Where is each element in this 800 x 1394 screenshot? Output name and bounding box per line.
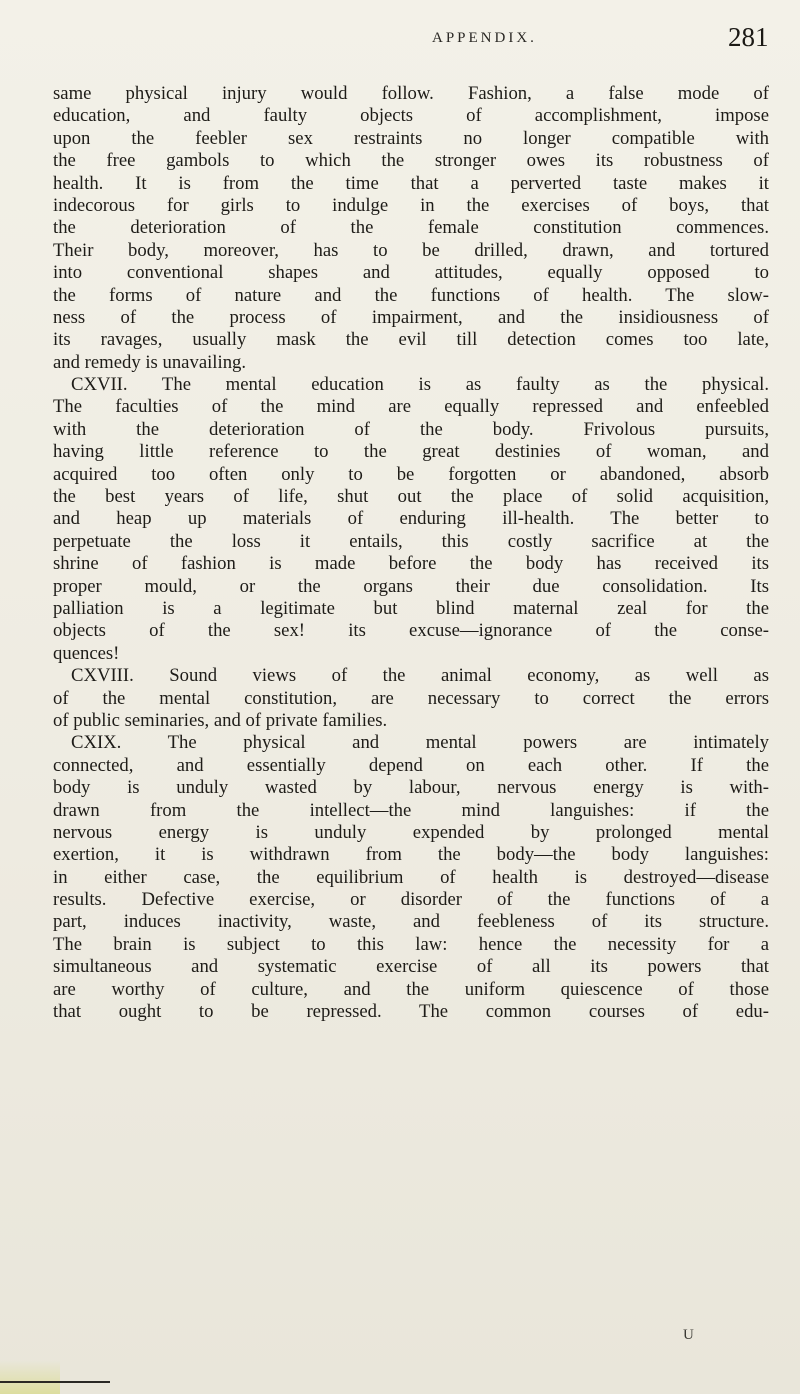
text-line: education, and faulty objects of accomplishment, impose [53, 105, 769, 127]
text-line: perpetuate the loss it entails, this costly sacrifice at the [53, 530, 769, 552]
paragraph-start-cxviii: CXVIII. Sound views of the animal economy, as well as [71, 665, 769, 687]
text-line: into conventional shapes and attitudes, equally opposed to [53, 262, 769, 284]
paragraph-start-cxix: CXIX. The physical and mental powers are intimately [71, 732, 769, 754]
text-line: objects of the sex! its excuse—ignorance of the conse- [53, 620, 769, 642]
paragraph-end-line: quences! [53, 642, 120, 664]
paragraph-start-cxvii: CXVII. The mental education is as faulty as the physical. [71, 374, 769, 396]
text-line: part, induces inactivity, waste, and feebleness of its structure. [53, 911, 769, 933]
text-line: having little reference to the great destinies of woman, and [53, 441, 769, 463]
text-line: same physical injury would follow. Fashion, a false mode of [53, 83, 769, 104]
catchword: U [683, 1327, 694, 1343]
page-header [0, 22, 800, 62]
paragraph-end-line: of public seminaries, and of private families. [53, 709, 388, 731]
text-line: ness of the process of impairment, and the insidiousness of [53, 306, 769, 328]
text-line: its ravages, usually mask the evil till detection comes too late, [53, 329, 769, 351]
text-line: drawn from the intellect—the mind languishes: if the [53, 799, 769, 821]
text-line: the best years of life, shut out the place of solid acquisition, [53, 486, 769, 508]
text-line: in either case, the equilibrium of health is destroyed—disease [53, 866, 769, 888]
text-line: The brain is subject to this law: hence the necessity for a [53, 933, 769, 955]
text-line: results. Defective exercise, or disorder of the functions of a [53, 889, 769, 911]
text-line: the deterioration of the female constitution commences. [53, 217, 769, 239]
text-line: connected, and essentially depend on each other. If the [53, 754, 769, 776]
text-line: indecorous for girls to indulge in the exercises of boys, that [53, 194, 769, 216]
page-corner-discoloration [0, 1360, 60, 1394]
running-head: APPENDIX. [432, 30, 537, 46]
text-line: the forms of nature and the functions of health. The slow- [53, 284, 769, 306]
text-line: upon the feebler sex restraints no longer compatible with [53, 127, 769, 149]
paragraph-end-line: and remedy is unavailing. [53, 351, 247, 373]
text-line: acquired too often only to be forgotten or abandoned, absorb [53, 463, 769, 485]
text-line: Their body, moreover, has to be drilled, drawn, and tortured [53, 239, 769, 261]
text-line: exertion, it is withdrawn from the body—the body languishes: [53, 844, 769, 866]
text-line: and heap up materials of enduring ill-health. The better to [53, 508, 769, 530]
page-number: 281 [728, 22, 769, 52]
body-text [53, 83, 769, 1023]
text-line: palliation is a legitimate but blind maternal zeal for the [53, 597, 769, 619]
text-line: with the deterioration of the body. Frivolous pursuits, [53, 418, 769, 440]
text-line: shrine of fashion is made before the body has received its [53, 553, 769, 575]
text-line: nervous energy is unduly expended by prolonged mental [53, 821, 769, 843]
text-line: that ought to be repressed. The common courses of edu- [53, 1001, 769, 1023]
text-line: the free gambols to which the stronger owes its robustness of [53, 150, 769, 172]
text-line: are worthy of culture, and the uniform quiescence of those [53, 978, 769, 1000]
text-line: The faculties of the mind are equally repressed and enfeebled [53, 396, 769, 418]
text-line: body is unduly wasted by labour, nervous energy is with- [53, 777, 769, 799]
text-line: proper mould, or the organs their due consolidation. Its [53, 575, 769, 597]
text-line: simultaneous and systematic exercise of all its powers that [53, 956, 769, 978]
bottom-left-rule [0, 1381, 110, 1383]
text-line: of the mental constitution, are necessary to correct the errors [53, 687, 769, 709]
text-line: health. It is from the time that a perverted taste makes it [53, 172, 769, 194]
